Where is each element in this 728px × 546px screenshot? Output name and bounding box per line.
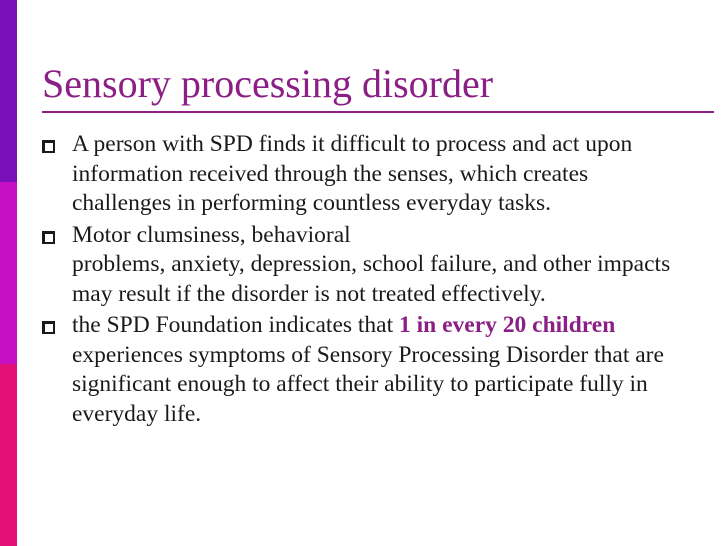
- square-bullet-icon: [42, 231, 55, 244]
- left-accent-bar-pink: [0, 364, 17, 546]
- statistic-highlight: 1 in every 20 children: [399, 312, 616, 338]
- bullet-list: [42, 130, 682, 431]
- left-accent-bar-magenta: [0, 182, 17, 364]
- bullet-text-before: the SPD Foundation indicates that: [72, 312, 400, 338]
- bullet-text: A person with SPD finds it difficult to process and act upon information received through the senses, which creates challenges in performing countless everyday tasks.: [72, 131, 633, 216]
- slide-title: Sensory processing disorder: [42, 61, 494, 106]
- bullet-item-1: [42, 130, 682, 219]
- title-underline-divider: [42, 111, 714, 113]
- bullet-item-2: [42, 221, 682, 310]
- left-accent-bar-purple: [0, 0, 17, 182]
- bullet-text-after: experiences symptoms of Sensory Processing Disorder that are significant enough to affect their ability to participate fully in everyday life.: [72, 341, 664, 427]
- bullet-text-line-1: Motor clumsiness, behavioral: [72, 221, 351, 248]
- square-bullet-icon: [42, 140, 55, 153]
- bullet-text-continuation: problems, anxiety, depression, school failure, and other impacts may result if the disorder is not treated effectively.: [72, 251, 671, 307]
- bullet-item-3: [42, 311, 682, 429]
- square-bullet-icon: [42, 321, 55, 334]
